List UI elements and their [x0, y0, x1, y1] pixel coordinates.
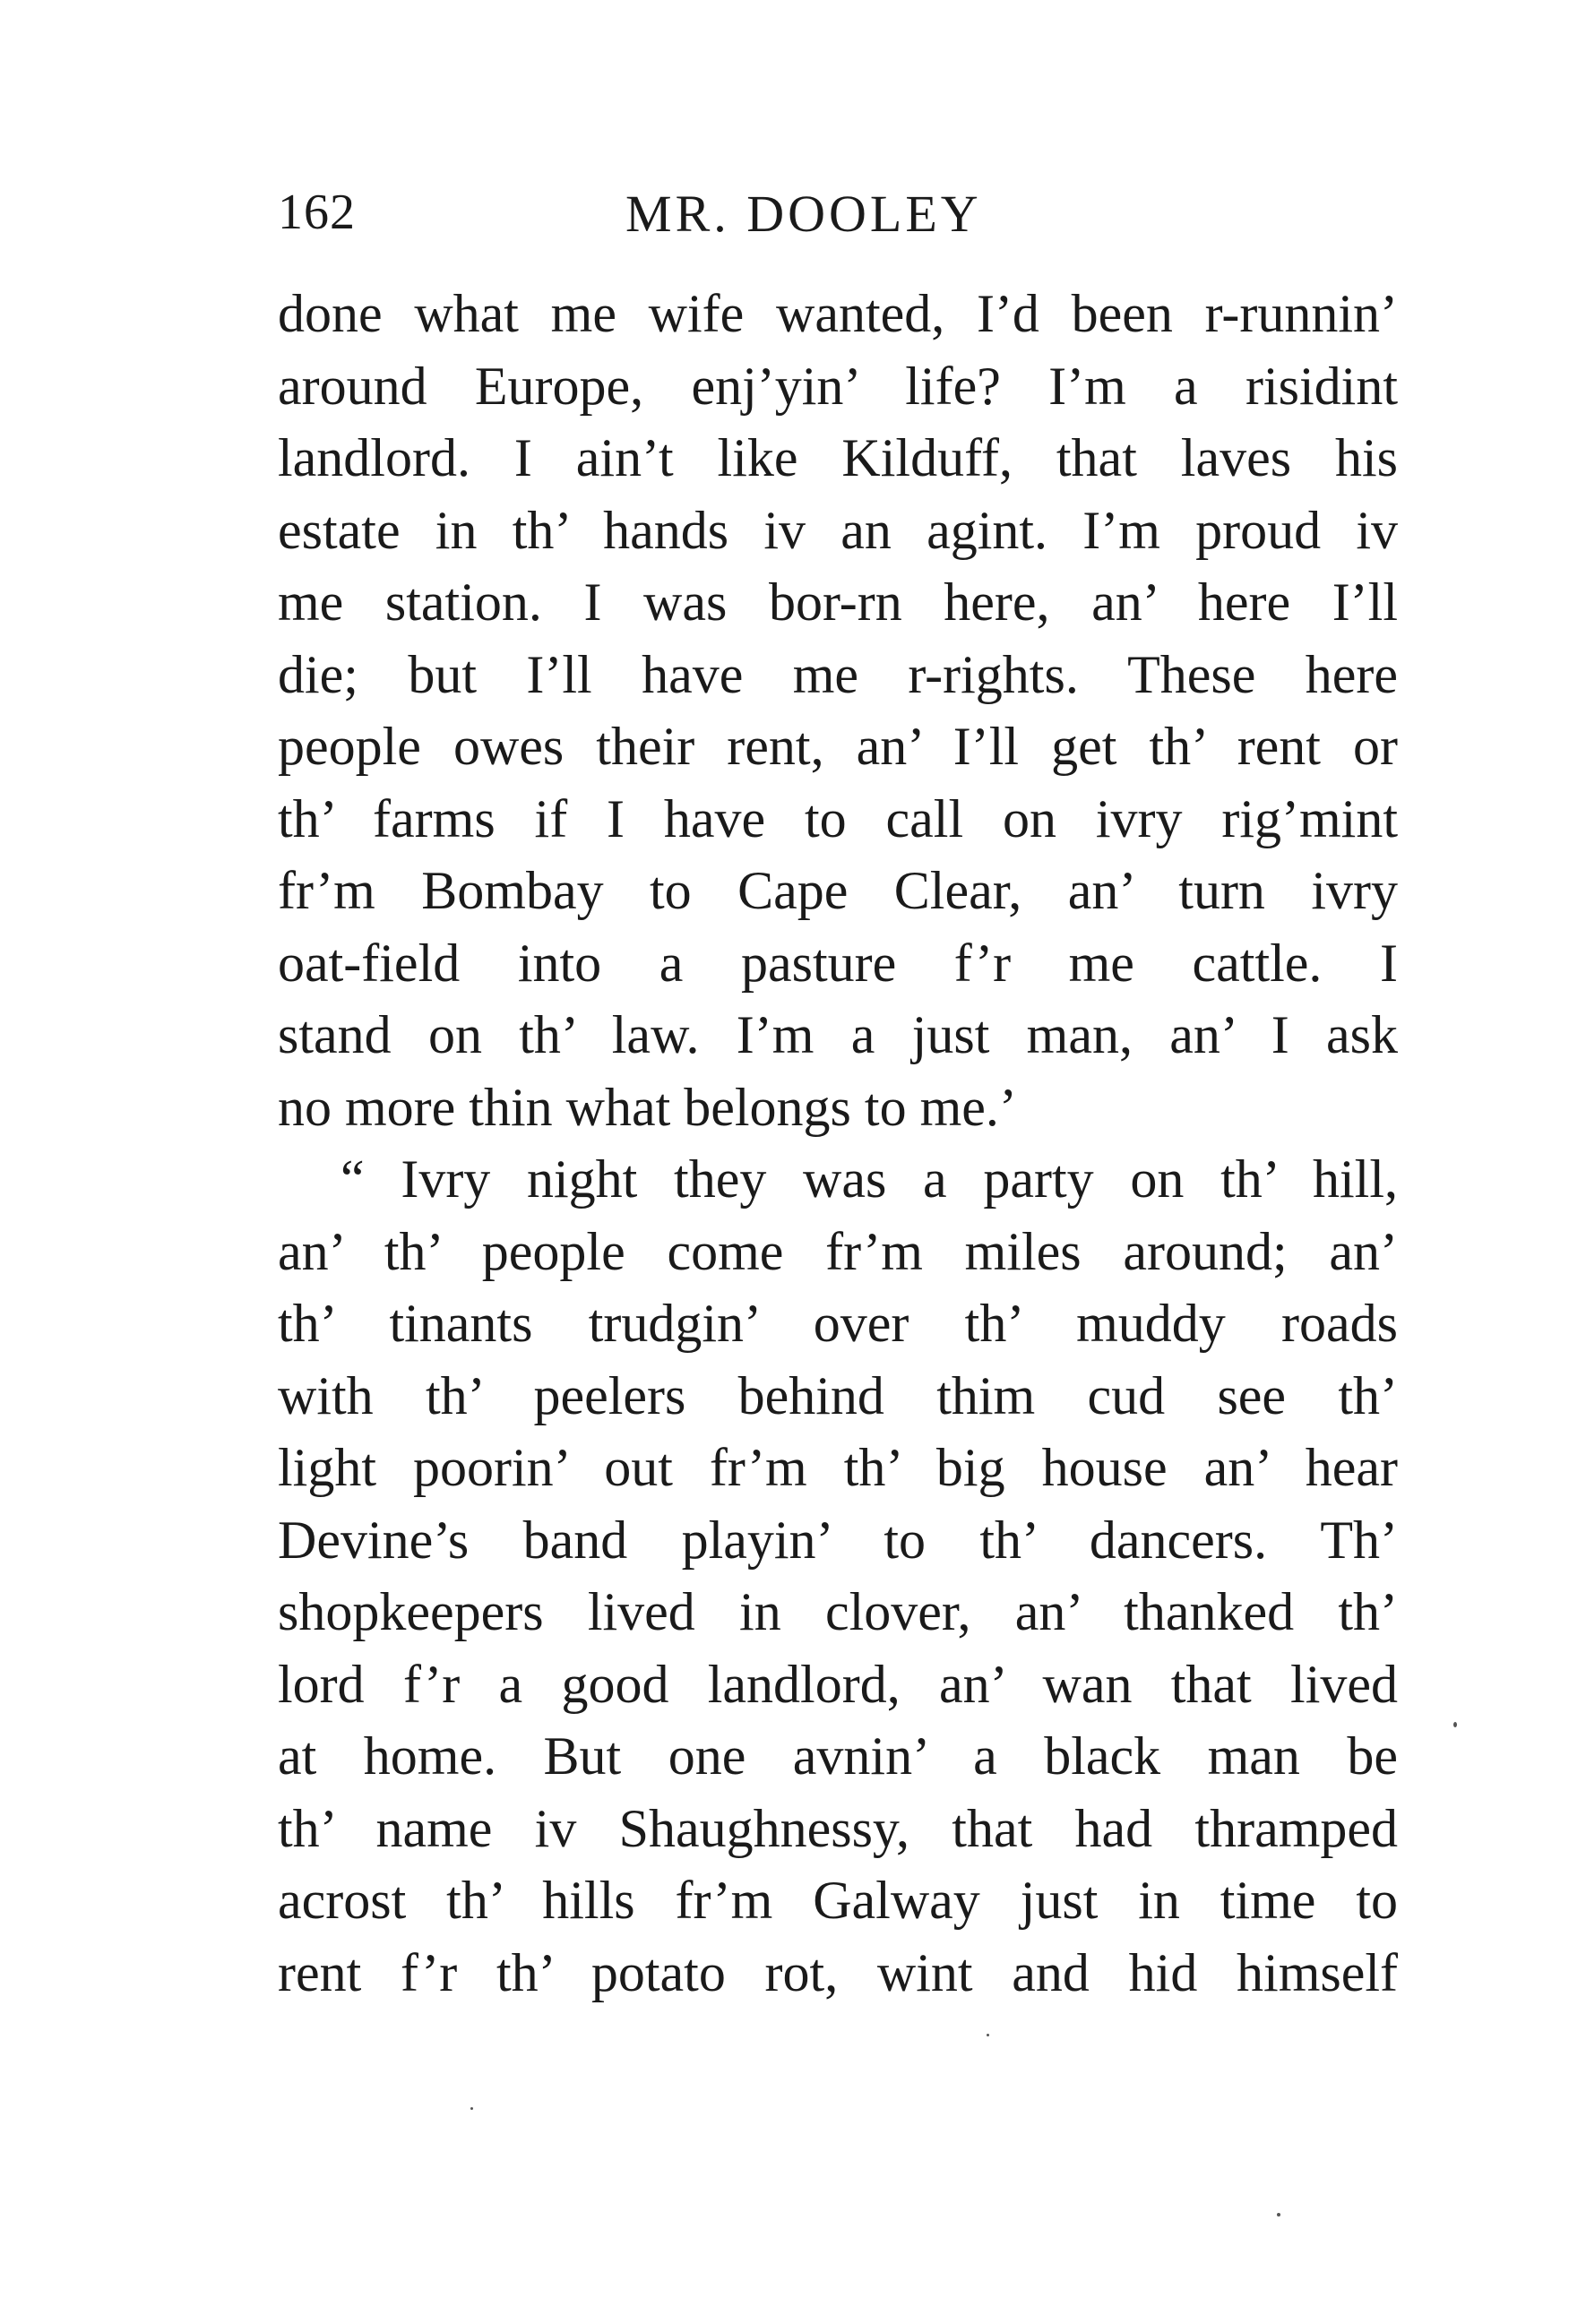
text-line: shopkeepers lived in clover, an’ thanked th’ — [278, 1582, 1398, 1641]
text-line: at home. But one avnin’ a black man be — [278, 1726, 1398, 1786]
text-line: people owes their rent, an’ I’ll get th’ rent or — [278, 717, 1398, 776]
text-line: Devine’s band playin’ to th’ dancers. Th’ — [278, 1510, 1398, 1570]
scan-speck — [987, 2034, 989, 2036]
text-line: “ Ivry night they was a party on th’ hill, — [340, 1149, 1398, 1209]
text-line: die; but I’ll have me r-rights. These here — [278, 644, 1398, 704]
text-line: fr’m Bombay to Cape Clear, an’ turn ivry — [278, 861, 1398, 920]
text-line: an’ th’ people come fr’m miles around; an’ — [278, 1221, 1398, 1281]
scan-speck — [1453, 1722, 1457, 1727]
page-header — [278, 184, 1398, 246]
scan-speck — [1277, 2213, 1280, 2216]
text-line: th’ name iv Shaughnessy, that had thramped — [278, 1798, 1398, 1858]
text-line: acrost th’ hills fr’m Galway just in time to — [278, 1871, 1398, 1930]
text-line: rent f’r th’ potato rot, wint and hid himself — [278, 1942, 1398, 2002]
text-line: oat-field into a pasture f’r me cattle. I — [278, 933, 1398, 993]
running-head: MR. DOOLEY — [625, 185, 982, 243]
text-line: th’ farms if I have to call on ivry rig’mint — [278, 788, 1398, 848]
text-line: done what me wife wanted, I’d been r-runnin’ — [278, 284, 1398, 343]
text-line: th’ tinants trudgin’ over th’ muddy roads — [278, 1294, 1398, 1353]
text-line: me station. I was bor-rn here, an’ here I’ll — [278, 572, 1398, 632]
body-text — [278, 278, 1398, 2009]
page-number: 162 — [278, 185, 356, 240]
text-line: no more thin what belongs to me.’ — [278, 1077, 1017, 1137]
text-line: light poorin’ out fr’m th’ big house an’ hear — [278, 1438, 1398, 1497]
text-line: with th’ peelers behind thim cud see th’ — [278, 1365, 1398, 1425]
text-line: estate in th’ hands iv an agint. I’m proud iv — [278, 500, 1398, 560]
text-line: lord f’r a good landlord, an’ wan that lived — [278, 1654, 1398, 1714]
scan-speck — [470, 2107, 473, 2110]
text-line: around Europe, enj’yin’ life? I’m a risidint — [278, 356, 1398, 416]
text-line: landlord. I ain’t like Kilduff, that laves his — [278, 428, 1398, 487]
text-line: stand on th’ law. I’m a just man, an’ I ask — [278, 1005, 1398, 1064]
